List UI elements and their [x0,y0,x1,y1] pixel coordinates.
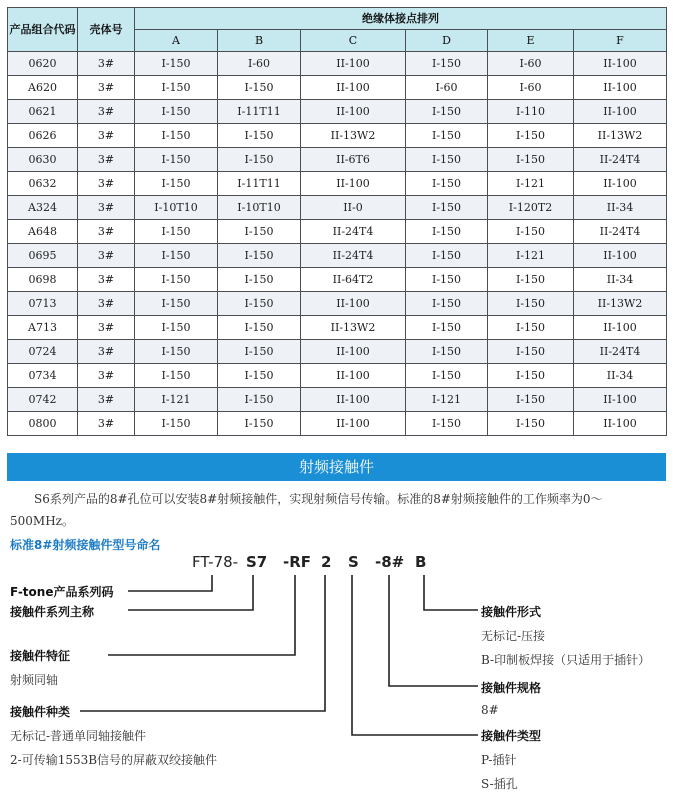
table-row [8,244,667,268]
code-feature: -RF [283,553,312,571]
cell-position-d: I-150 [406,172,488,196]
cell-position-e: I-150 [488,292,574,316]
cell-product-code: 0621 [8,100,78,124]
cell-position-c: II-64T2 [301,268,406,292]
cell-shell-number: 3# [78,76,135,100]
cell-product-code: 0734 [8,364,78,388]
cell-position-b: I-11T11 [218,172,301,196]
cell-product-code: 0800 [8,412,78,436]
line-type [352,575,478,735]
note-form-crimp: 无标记-压接 [481,629,546,643]
cell-position-b: I-150 [218,316,301,340]
cell-position-e: I-150 [488,148,574,172]
line-series-name [128,575,253,610]
cell-position-a: I-150 [135,244,218,268]
cell-position-c: II-100 [301,340,406,364]
cell-position-e: I-150 [488,220,574,244]
cell-shell-number: 3# [78,52,135,76]
cell-position-c: II-6T6 [301,148,406,172]
note-kind-1553b: 2-可传输1553B信号的屏蔽双绞接触件 [10,753,218,767]
cell-position-a: I-150 [135,220,218,244]
cell-position-a: I-10T10 [135,196,218,220]
cell-position-b: I-150 [218,340,301,364]
cell-position-e: I-121 [488,172,574,196]
cell-product-code: A648 [8,220,78,244]
note-kind-standard: 无标记-普通单同轴接触件 [10,729,147,743]
cell-position-a: I-150 [135,340,218,364]
table-row [8,124,667,148]
cell-position-f: II-100 [574,52,667,76]
code-form: B [415,553,427,571]
cell-position-b: I-150 [218,268,301,292]
table-row [8,76,667,100]
cell-position-f: II-34 [574,268,667,292]
cell-position-a: I-150 [135,148,218,172]
cell-position-c: II-13W2 [301,124,406,148]
cell-position-e: I-150 [488,340,574,364]
cell-shell-number: 3# [78,196,135,220]
cell-position-a: I-121 [135,388,218,412]
table-row [8,340,667,364]
cell-position-c: II-13W2 [301,316,406,340]
cell-position-d: I-150 [406,244,488,268]
cell-position-a: I-150 [135,124,218,148]
header-shell-number: 壳体号 [78,8,135,52]
cell-position-a: I-150 [135,412,218,436]
table-row [8,52,667,76]
table-row [8,196,667,220]
cell-position-b: I-150 [218,124,301,148]
cell-position-e: I-60 [488,76,574,100]
cell-position-d: I-150 [406,340,488,364]
code-kind: 2 [321,553,332,571]
callout-feature: 接触件特征 [10,649,71,663]
cell-position-a: I-150 [135,76,218,100]
cell-shell-number: 3# [78,172,135,196]
cell-position-e: I-110 [488,100,574,124]
cell-position-b: I-150 [218,148,301,172]
header-position-b: B [218,30,301,52]
cell-position-b: I-150 [218,412,301,436]
cell-product-code: A713 [8,316,78,340]
cell-product-code: 0632 [8,172,78,196]
cell-shell-number: 3# [78,292,135,316]
cell-position-a: I-150 [135,364,218,388]
callout-size: 接触件规格 [481,681,542,695]
cell-position-f: II-100 [574,412,667,436]
cell-position-f: II-100 [574,100,667,124]
cell-position-b: I-150 [218,388,301,412]
cell-position-a: I-150 [135,268,218,292]
table-row [8,172,667,196]
callout-form: 接触件形式 [481,605,542,619]
cell-position-f: II-13W2 [574,124,667,148]
cell-position-f: II-24T4 [574,340,667,364]
cell-position-c: II-100 [301,100,406,124]
cell-position-c: II-100 [301,388,406,412]
cell-position-f: II-24T4 [574,220,667,244]
cell-position-c: II-100 [301,172,406,196]
header-insert-arrangement: 绝缘体接点排列 [135,8,667,30]
cell-position-e: I-121 [488,244,574,268]
callout-series-name: 接触件系列主称 [10,605,95,619]
cell-position-a: I-150 [135,172,218,196]
cell-position-c: II-100 [301,292,406,316]
cell-position-b: I-150 [218,244,301,268]
cell-shell-number: 3# [78,340,135,364]
cell-position-e: I-120T2 [488,196,574,220]
callout-series-code: F-tone产品系列码 [10,585,114,599]
section-banner: 射频接触件 [7,453,666,481]
cell-product-code: 0620 [8,52,78,76]
cell-shell-number: 3# [78,364,135,388]
cell-position-d: I-150 [406,364,488,388]
cell-shell-number: 3# [78,388,135,412]
cell-shell-number: 3# [78,100,135,124]
cell-position-c: II-24T4 [301,244,406,268]
header-product-code: 产品组合代码 [8,8,78,52]
header-position-f: F [574,30,667,52]
cell-position-e: I-150 [488,412,574,436]
cell-position-c: II-100 [301,52,406,76]
code-series: S7 [246,553,268,571]
cell-position-d: I-150 [406,268,488,292]
cell-position-b: I-10T10 [218,196,301,220]
cell-position-f: II-34 [574,196,667,220]
cell-position-d: I-121 [406,388,488,412]
cell-product-code: 0695 [8,244,78,268]
cell-position-c: II-100 [301,364,406,388]
line-feature [108,575,295,655]
cell-position-d: I-150 [406,124,488,148]
header-position-c: C [301,30,406,52]
table-row [8,412,667,436]
note-feature-coax: 射频同轴 [10,673,59,687]
cell-position-f: II-13W2 [574,292,667,316]
cell-shell-number: 3# [78,412,135,436]
cell-position-d: I-150 [406,412,488,436]
cell-position-e: I-150 [488,388,574,412]
cell-position-e: I-150 [488,364,574,388]
note-size-8: 8# [481,703,499,717]
cell-position-d: I-60 [406,76,488,100]
table-row [8,148,667,172]
cell-product-code: A324 [8,196,78,220]
cell-shell-number: 3# [78,148,135,172]
cell-position-b: I-60 [218,52,301,76]
cell-product-code: 0713 [8,292,78,316]
code-prefix: FT-78- [192,553,239,571]
cell-position-f: II-100 [574,76,667,100]
cell-position-a: I-150 [135,52,218,76]
cell-position-d: I-150 [406,148,488,172]
cell-product-code: 0698 [8,268,78,292]
cell-product-code: 0630 [8,148,78,172]
header-position-e: E [488,30,574,52]
cell-position-f: II-100 [574,244,667,268]
cell-position-f: II-24T4 [574,148,667,172]
cell-position-a: I-150 [135,316,218,340]
note-form-pcb: B-印制板焊接（只适用于插针） [481,653,651,667]
cell-position-d: I-150 [406,196,488,220]
note-type-pin: P-插针 [481,753,517,767]
code-type: S [348,553,359,571]
cell-position-c: II-24T4 [301,220,406,244]
cell-position-d: I-150 [406,220,488,244]
section-description: S6系列产品的8#孔位可以安装8#射频接触件，实现射频信号传输。标准的8#射频接触件的工作频率为0～500MHz。 [10,492,603,528]
cell-product-code: 0724 [8,340,78,364]
note-type-socket: S-插孔 [481,777,518,791]
cell-shell-number: 3# [78,244,135,268]
cell-shell-number: 3# [78,268,135,292]
table-row [8,364,667,388]
cell-product-code: 0626 [8,124,78,148]
cell-shell-number: 3# [78,124,135,148]
cell-position-a: I-150 [135,292,218,316]
cell-position-e: I-150 [488,268,574,292]
line-series-code [128,575,212,591]
cell-position-d: I-150 [406,316,488,340]
cell-position-a: I-150 [135,100,218,124]
cell-position-d: I-150 [406,52,488,76]
table-row [8,220,667,244]
table-row [8,388,667,412]
line-kind [80,575,325,711]
table-row [8,316,667,340]
callout-type: 接触件类型 [481,729,542,743]
table-row [8,292,667,316]
cell-position-b: I-150 [218,76,301,100]
table-row [8,268,667,292]
line-size [389,575,478,686]
table-row [8,100,667,124]
cell-position-c: II-100 [301,412,406,436]
cell-position-c: II-100 [301,76,406,100]
cell-position-e: I-150 [488,316,574,340]
table-body [8,52,667,436]
cell-position-c: II-0 [301,196,406,220]
cell-position-f: II-100 [574,172,667,196]
arrangement-table [7,7,667,436]
code-size: -8# [375,553,405,571]
cell-position-b: I-150 [218,292,301,316]
cell-position-e: I-60 [488,52,574,76]
cell-shell-number: 3# [78,316,135,340]
cell-position-d: I-150 [406,292,488,316]
header-position-d: D [406,30,488,52]
cell-position-f: II-34 [574,364,667,388]
cell-position-e: I-150 [488,124,574,148]
cell-position-d: I-150 [406,100,488,124]
cell-position-f: II-100 [574,316,667,340]
cell-position-b: I-11T11 [218,100,301,124]
cell-shell-number: 3# [78,220,135,244]
line-form [424,575,478,610]
cell-product-code: 0742 [8,388,78,412]
cell-product-code: A620 [8,76,78,100]
cell-position-b: I-150 [218,220,301,244]
naming-title: 标准8#射频接触件型号命名 [10,538,161,552]
cell-position-b: I-150 [218,364,301,388]
callout-kind: 接触件种类 [10,705,71,719]
header-position-a: A [135,30,218,52]
arrangement-table-wrap [7,7,666,436]
cell-position-f: II-100 [574,388,667,412]
